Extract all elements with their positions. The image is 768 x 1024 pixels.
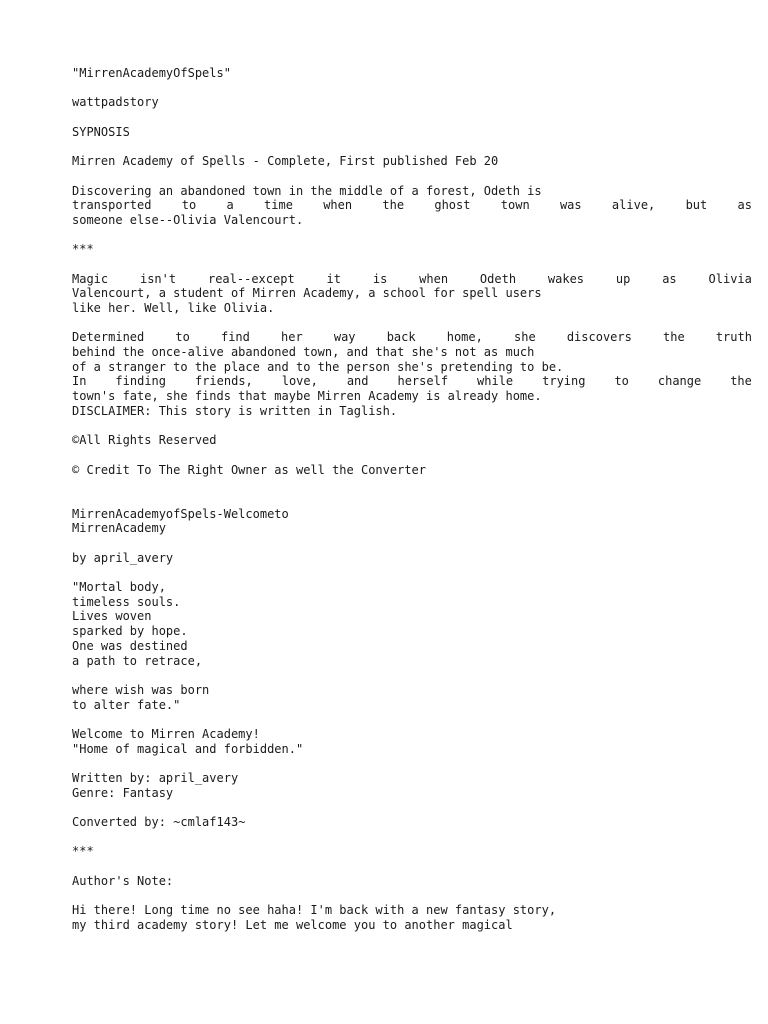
section-divider: *** [72,242,94,257]
synopsis-p2-line3: like her. Well, like Olivia. [72,301,275,315]
word: back [386,330,416,345]
word: she [514,330,536,345]
synopsis-p2-line2: Valencourt, a student of Mirren Academy, a school for spell users [72,286,542,301]
synopsis-p3-line5: town's fate, she finds that maybe Mirren Academy is already home. [72,389,542,404]
word: but [685,198,708,213]
word: and [346,374,369,389]
poem-line: where wish was born [72,682,210,697]
word: time [264,198,293,213]
converted-by: Converted by: ~cmlaf143~ [72,815,246,830]
word: wakes [547,271,585,286]
word: Olivia [708,271,752,286]
word: finding [115,374,166,389]
word: to [181,198,197,213]
synopsis-p1-line1: Discovering an abandoned town in the middle of a forest, Odeth is [72,183,542,198]
poem-line: Lives woven [72,609,152,624]
credit-notice: © Credit To The Right Owner as well the Converter [72,462,427,477]
word: trying [542,374,586,389]
word: while [477,374,514,389]
word: find [220,330,250,345]
word: change [657,374,702,389]
word: In [72,374,87,389]
poem-line: to alter fate." [72,697,181,712]
synopsis-p1-line2 [72,198,752,213]
synopsis-p3-line1 [72,330,752,345]
word: alive, [611,198,656,213]
welcome-line1: Welcome to Mirren Academy! [72,726,260,741]
word: friends, [194,374,253,389]
word: as [737,198,752,213]
word: the [663,330,685,345]
poem-line: One was destined [72,638,188,653]
word: was [559,198,582,213]
chapter-title-line1: MirrenAcademyofSpels-Welcometo [72,506,289,521]
word: Magic [72,271,109,286]
word: to [614,374,629,389]
word: a [226,198,234,213]
synopsis-heading: SYPNOSIS [72,124,130,139]
word: Odeth [479,271,517,286]
word: her [281,330,303,345]
synopsis-p2-line1 [72,272,752,287]
document-title: "MirrenAcademyOfSpels" [72,66,231,80]
synopsis-p3-line3: of a stranger to the place and to the person she's pretending to be. [72,359,564,374]
word: Determined [72,330,145,345]
word: real--except [207,271,295,286]
word: town [500,198,530,213]
word: discovers [566,330,632,345]
word: the [382,198,405,213]
word: up [615,271,631,286]
word: isn't [139,271,177,286]
poem-line: timeless souls. [72,594,181,609]
word: the [730,374,752,389]
word: it [326,271,341,286]
poem-line: "Mortal body, [72,580,166,595]
welcome-line2: "Home of magical and forbidden." [72,741,304,756]
authors-note-heading: Author's Note: [72,873,174,888]
poem-line: a path to retrace, [72,653,203,668]
poem-line: sparked by hope. [72,624,188,639]
authors-note-line2: my third academy story! Let me welcome you to another magical [72,917,513,932]
word: as [662,271,677,286]
word: transported [72,198,152,213]
section-divider: *** [72,844,94,859]
word: herself [397,374,449,389]
chapter-title-line2: MirrenAcademy [72,521,166,536]
synopsis-p3-line4 [72,374,752,389]
genre: Genre: Fantasy [72,785,174,800]
source-label: wattpadstory [72,95,159,110]
disclaimer: DISCLAIMER: This story is written in Taglish. [72,403,398,418]
document-page [72,66,752,933]
authors-note-line1: Hi there! Long time no see haha! I'm back with a new fantasy story, [72,903,557,918]
word: is [372,271,388,286]
word: when [419,271,449,286]
synopsis-p3-line2: behind the once-alive abandoned town, and that she's not as much [72,345,535,360]
word: ghost [434,198,471,213]
story-subtitle: Mirren Academy of Spells - Complete, First published Feb 20 [72,154,499,169]
rights-notice: ©All Rights Reserved [72,433,217,448]
word: truth [715,330,752,345]
synopsis-p1-line3: someone else--Olivia Valencourt. [72,212,304,227]
word: to [175,330,190,345]
written-by: Written by: april_avery [72,771,239,785]
author-byline: by april_avery [72,550,174,565]
word: home, [446,330,483,345]
word: way [333,330,356,345]
word: love, [281,374,318,389]
word: when [323,198,353,213]
